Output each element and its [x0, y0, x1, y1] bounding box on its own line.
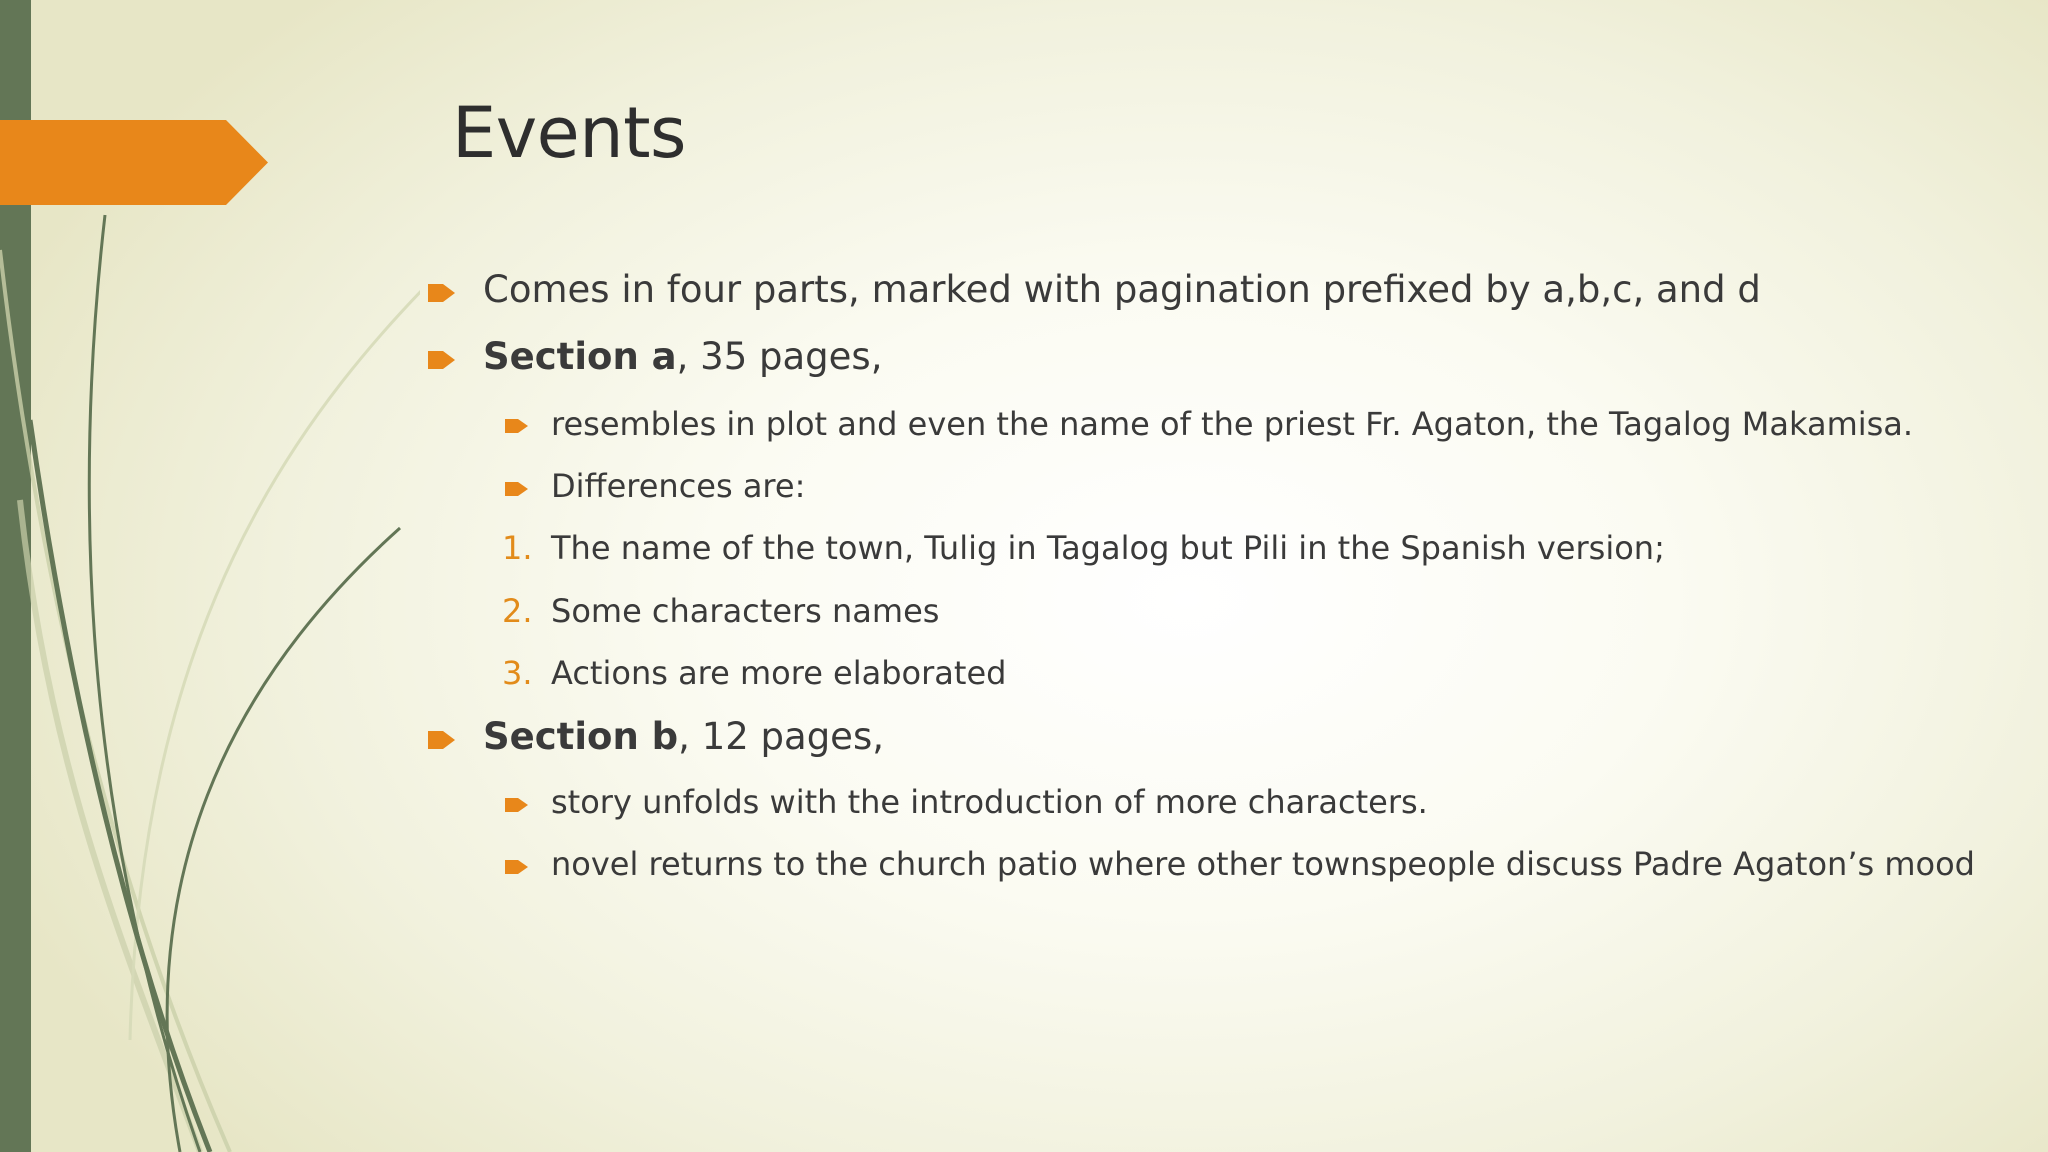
bullet-text: , 35 pages,	[676, 335, 883, 378]
bullet-text: resembles in plot and even the name of the priest Fr. Agaton, the Tagalog Makamisa.	[551, 405, 1914, 443]
arrow-bullet-icon	[428, 282, 456, 304]
sub-bullet-item	[551, 467, 805, 505]
bullet-text: Actions are more elaborated	[551, 654, 1007, 692]
bullet-text: novel returns to the church patio where other townspeople discuss Padre Agaton’s mood	[551, 845, 1975, 883]
bullet-text: , 12 pages,	[678, 715, 884, 758]
numbered-item	[551, 654, 1006, 692]
bullet-item	[483, 268, 1761, 311]
bullet-text: Comes in four parts, marked with pagination prefixed by a,b,c, and d	[483, 268, 1761, 311]
bullet-text: The name of the town, Tulig in Tagalog but Pili in the Spanish version;	[551, 529, 1665, 567]
sub-bullet-item	[551, 405, 1913, 443]
bullet-bold-text: Section a	[483, 335, 677, 378]
bullet-text: story unfolds with the introduction of more characters.	[551, 783, 1428, 821]
arrow-bullet-icon	[505, 417, 529, 435]
list-number: 1.	[502, 529, 533, 567]
bullet-text: Some characters names	[551, 592, 940, 630]
numbered-item	[551, 592, 939, 630]
sub-bullet-item	[551, 845, 1975, 883]
slide-title: Events	[452, 92, 687, 174]
numbered-item	[551, 529, 1665, 567]
bullet-text: Differences are:	[551, 467, 806, 505]
arrow-bullet-icon	[428, 349, 456, 371]
arrow-bullet-icon	[505, 858, 529, 876]
arrow-bullet-icon	[428, 729, 456, 751]
sub-bullet-item	[551, 783, 1428, 821]
bullet-bold-text: Section b	[483, 715, 679, 758]
list-number: 2.	[502, 592, 533, 630]
arrow-bullet-icon	[505, 796, 529, 814]
bullet-item	[483, 335, 882, 378]
arrow-bullet-icon	[505, 480, 529, 498]
list-number: 3.	[502, 654, 533, 692]
bullet-item	[483, 715, 884, 758]
